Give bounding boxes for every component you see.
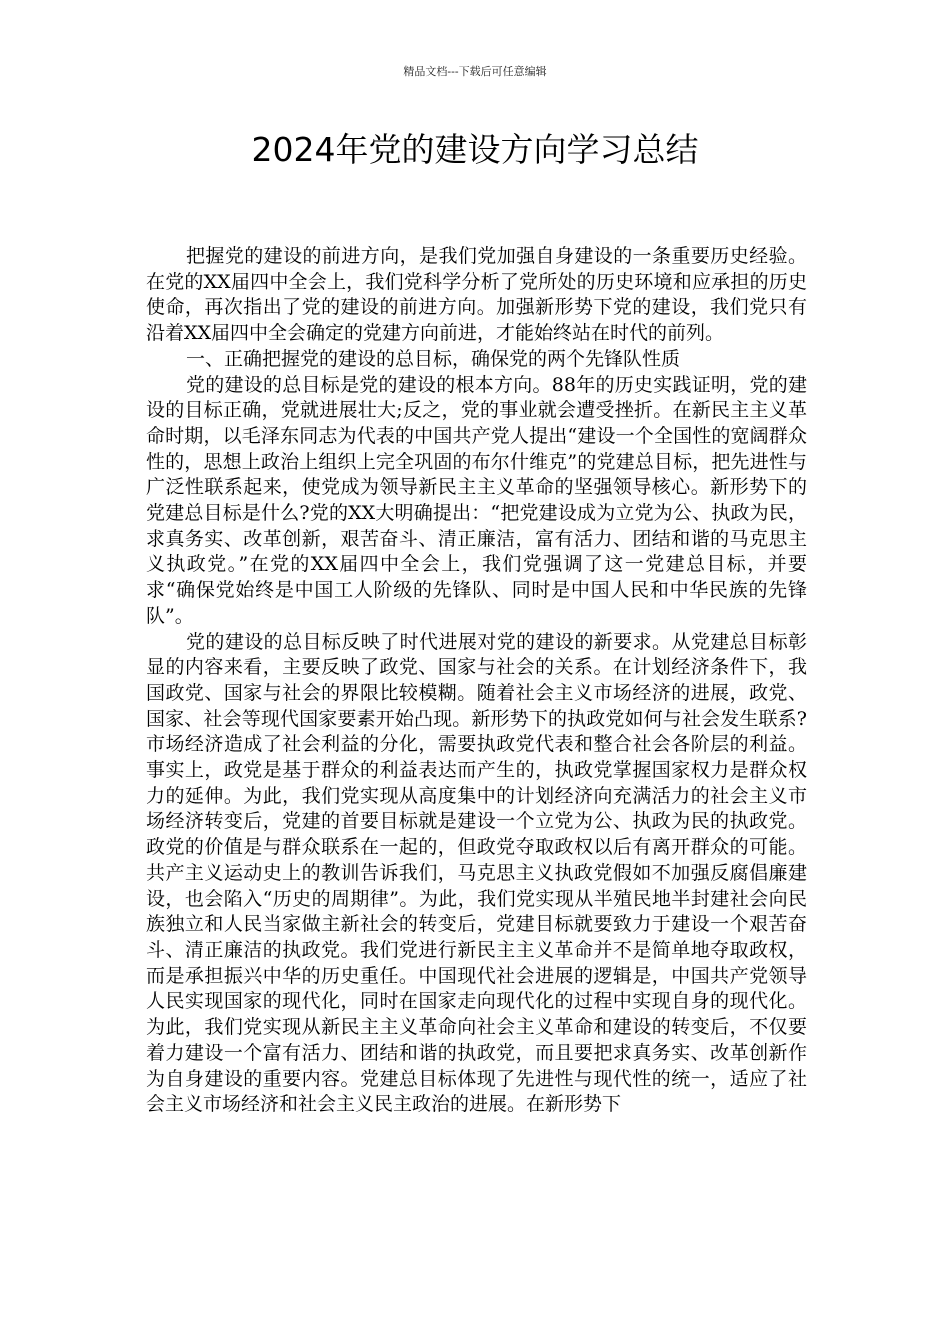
paragraph-intro: 把握党的建设的前进方向，是我们党加强自身建设的一条重要历史经验。在党的XX届四中全会上，我们党科学分析了党所处的历史环境和应承担的历史使命，再次指出了党的建设的前进方向。加强新形势下党的建设，我们党只有沿着XX届四中全会确定的党建方向前进，才能始终站在时代的前列。 <box>146 245 807 345</box>
header-note: 精品文档---下载后可任意编辑 <box>403 65 547 78</box>
document-title: 2024年党的建设方向学习总结 <box>251 130 699 169</box>
section-heading-1: 一、正确把握党的建设的总目标，确保党的两个先锋队性质 <box>186 347 681 370</box>
paragraph-section-1-continued: 党的建设的总目标反映了时代进展对党的建设的新要求。从党建总目标彰显的内容来看，主要反映了政党、国家与社会的关系。在计划经济条件下，我国政党、国家与社会的界限比较模糊。随着社会主义市场经济的进展，政党、国家、社会等现代国家要素开始凸现。新形势下的执政党如何与社会发生联系?市场经济造成了社会利益的分化，需要执政党代表和整合社会各阶层的利益。事实上，政党是基于群众的利益表达而产生的，执政党掌握国家权力是群众权力的延伸。为此，我们党实现从高度集中的计划经济向充满活力的社会主义市场经济转变后，党建的首要目标就是建设一个立党为公、执政为民的执政党。政党的价值是与群众联系在一起的，但政党夺取政权以后有离开群众的可能。共产主义运动史上的教训告诉我们，马克思主义执政党假如不加强反腐倡廉建设，也会陷入“历史的周期律”。为此，我们党实现从半殖民地半封建社会向民族独立和人民当家做主新社会的转变后，党建目标就要致力于建设一个艰苦奋斗、清正廉洁的执政党。我们党进行新民主主义革命并不是简单地夺取政权，而是承担振兴中华的历史重任。中国现代社会进展的逻辑是，中国共产党领导人民实现国家的现代化，同时在国家走向现代化的过程中实现自身的现代化。为此，我们党实现从新民主主义革命向社会主义革命和建设的转变后，不仅要着力建设一个富有活力、团结和谐的执政党，而且要把求真务实、改革创新作为自身建设的重要内容。党建总目标体现了先进性与现代性的统一，适应了社会主义市场经济和社会主义民主政治的进展。在新形势下 <box>146 630 807 1116</box>
document-body <box>146 244 807 1118</box>
paragraph-section-1: 党的建设的总目标是党的建设的根本方向。88年的历史实践证明，党的建设的目标正确，党就进展壮大;反之，党的事业就会遭受挫折。在新民主主义革命时期，以毛泽东同志为代表的中国共产党人提出“建设一个全国性的宽阔群众性的，思想上政治上组织上完全巩固的布尔什维克”的党建总目标，把先进性与广泛性联系起来，使党成为领导新民主主义革命的坚强领导核心。新形势下的党建总目标是什么?党的XX大明确提出：“把党建设成为立党为公、执政为民，求真务实、改革创新，艰苦奋斗、清正廉洁，富有活力、团结和谐的马克思主义执政党。”在党的XX届四中全会上，我们党强调了这一党建总目标，并要求“确保党始终是中国工人阶级的先锋队、同时是中国人民和中华民族的先锋队”。 <box>146 373 807 627</box>
